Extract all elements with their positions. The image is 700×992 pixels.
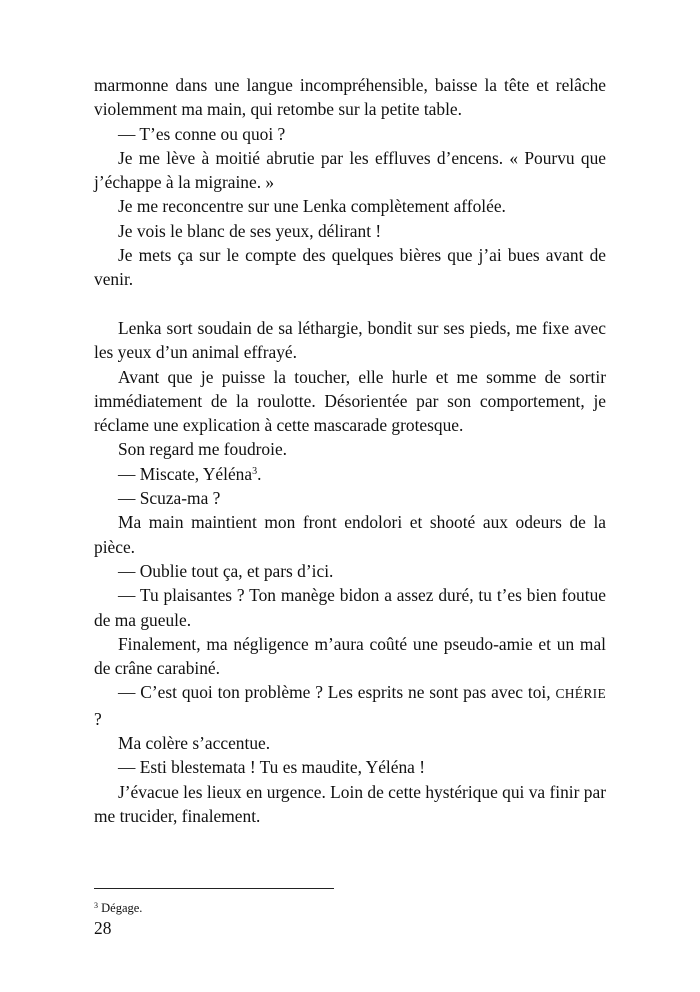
dialogue-line	[94, 462, 606, 486]
small-caps-word: CHÉRIE	[555, 686, 606, 702]
footnote-text: Dégage.	[98, 901, 143, 915]
dialogue-text: — C’est quoi ton problème ? Les esprits ne sont pas avec toi,	[118, 682, 556, 703]
paragraph: Finalement, ma négligence m’aura coûté une pseudo-amie et un mal de crâne carabiné.	[94, 633, 606, 679]
paragraph: Je me reconcentre sur une Lenka complètement affolée.	[118, 196, 506, 217]
paragraph: Je me lève à moitié abrutie par les effluves d’encens. « Pourvu que j’échappe à la migraine. »	[94, 147, 606, 193]
dialogue-line: — Esti blestemata ! Tu es maudite, Yéléna !	[118, 757, 426, 778]
paragraph: marmonne dans une langue incompréhensible, baisse la tête et relâche violemment ma main, qui retombe sur la petite table.	[94, 75, 606, 120]
footnote-reference: 3	[252, 465, 258, 477]
page-number: 28	[94, 918, 112, 938]
dialogue-line: — Oublie tout ça, et pars d’ici.	[118, 560, 334, 581]
paragraph: Ma main maintient mon front endolori et shooté aux odeurs de la pièce.	[94, 512, 606, 557]
paragraph: Je vois le blanc de ses yeux, délirant !	[118, 220, 382, 241]
page-body	[94, 73, 606, 828]
paragraph: Avant que je puisse la toucher, elle hurle et me somme de sortir immédiatement de la roulotte. Désorientée par son comportement, je réclame une explication à cette mascarade grotesque.	[94, 366, 606, 436]
paragraph: J’évacue les lieux en urgence. Loin de cette hystérique qui va finir par me trucider, finalement.	[94, 781, 606, 826]
dialogue-punctuation: ?	[94, 708, 102, 729]
section-break	[94, 292, 606, 316]
dialogue-line: — Scuza-ma ?	[118, 488, 221, 509]
paragraph: Je mets ça sur le compte des quelques bières que j’ai bues avant de venir.	[94, 245, 606, 290]
paragraph: Ma colère s’accentue.	[118, 733, 271, 754]
paragraph: Lenka sort soudain de sa léthargie, bondit sur ses pieds, me fixe avec les yeux d’un animal effrayé.	[94, 317, 606, 363]
dialogue-line: — Tu plaisantes ? Ton manège bidon a assez duré, tu t’es bien foutue de ma gueule.	[94, 585, 606, 630]
dialogue-line	[94, 680, 606, 731]
footnote-number: 3	[94, 901, 98, 910]
dialogue-text: — Miscate, Yéléna	[118, 463, 253, 484]
footnote-divider	[94, 888, 334, 889]
dialogue-line: — T’es conne ou quoi ?	[118, 123, 286, 144]
paragraph: Son regard me foudroie.	[118, 439, 288, 460]
dialogue-punctuation: .	[257, 463, 262, 484]
footnote	[94, 900, 142, 916]
